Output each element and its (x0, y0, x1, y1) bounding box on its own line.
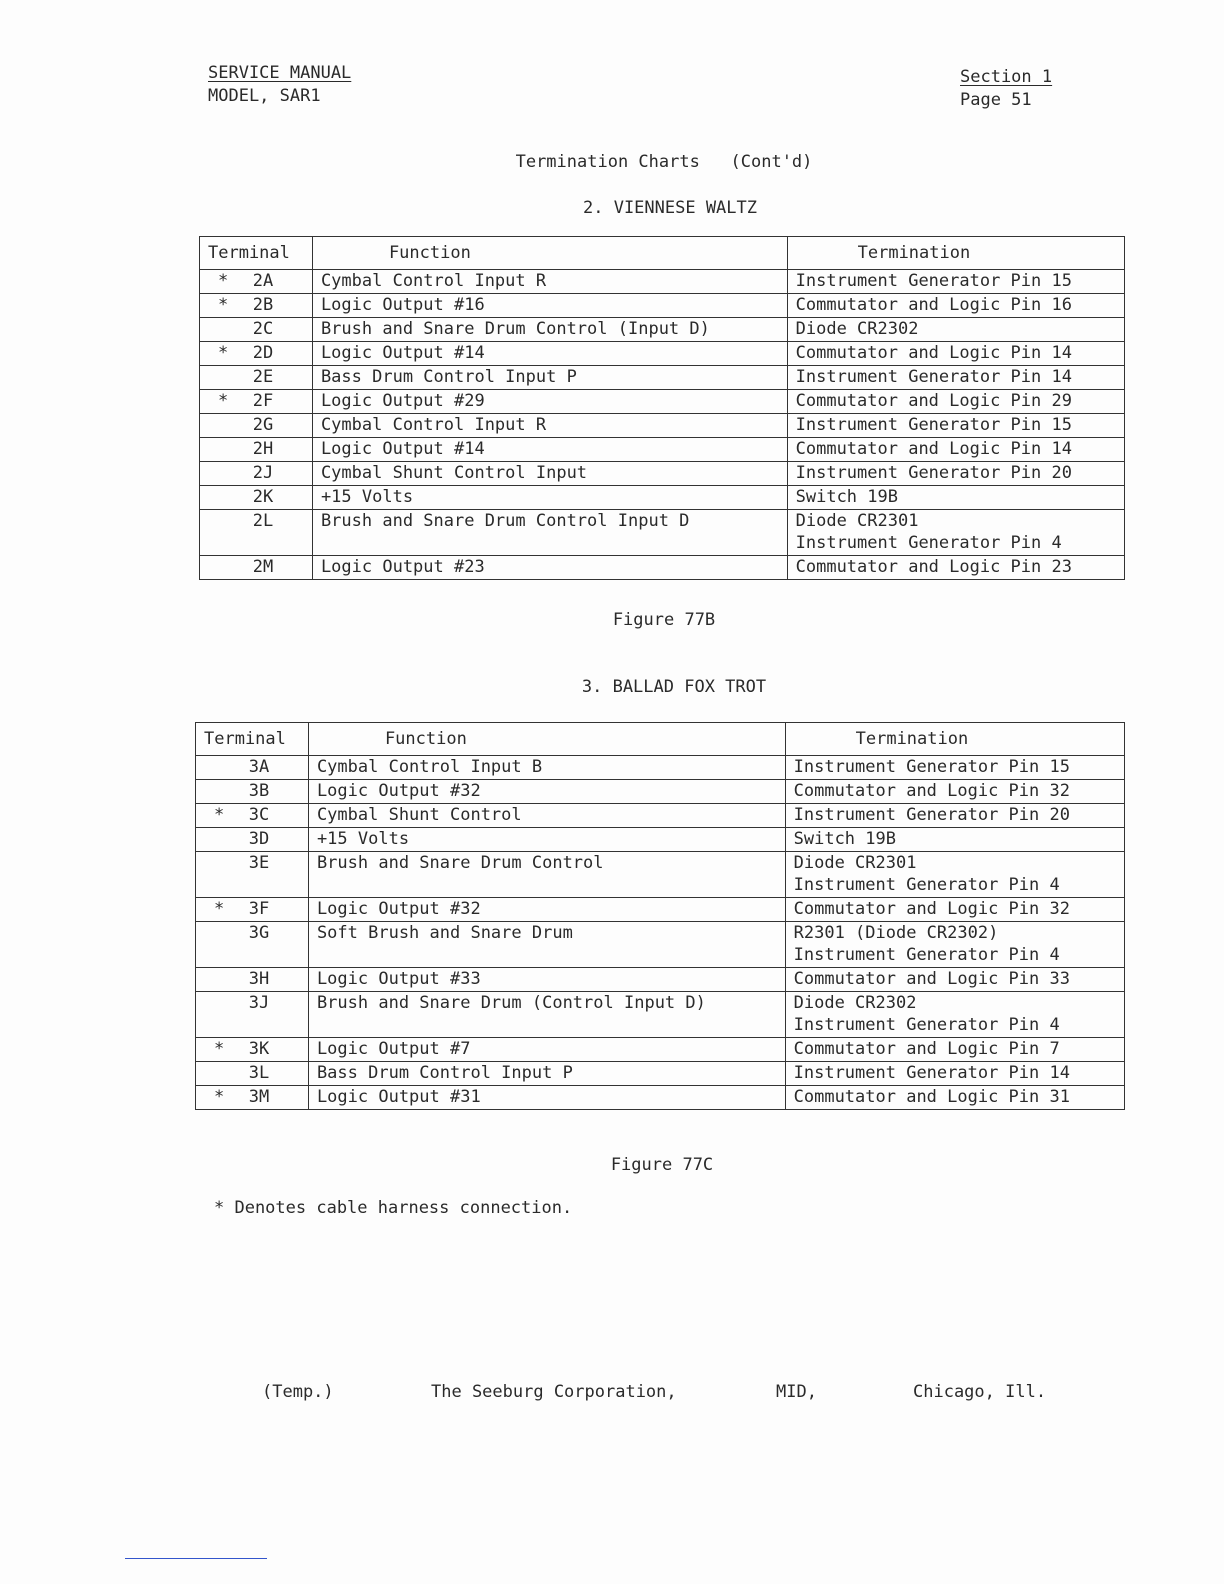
termination-cell (787, 414, 1124, 438)
termination-cell (787, 462, 1124, 486)
page-number: Page 51 (960, 90, 1032, 110)
terminal-code: 3L (248, 1063, 270, 1083)
terminal-cell (200, 414, 313, 438)
table-row (196, 992, 1125, 1038)
termination-cell (785, 1038, 1124, 1062)
figure-caption-77b: Figure 77B (612, 610, 716, 630)
terminal-code: 2L (252, 511, 274, 531)
termination-cell (787, 270, 1124, 294)
terminal-cell (200, 294, 313, 318)
termination-line: Instrument Generator Pin 4 (793, 945, 1060, 965)
termination-cell (787, 318, 1124, 342)
terminal-code: 3A (248, 757, 270, 777)
termination-line: Instrument Generator Pin 20 (795, 463, 1072, 483)
terminal-cell (200, 510, 313, 556)
table-row (200, 270, 1125, 294)
terminal-cell (196, 898, 309, 922)
termination-cell (787, 486, 1124, 510)
function-cell: Bass Drum Control Input P (312, 366, 787, 390)
function-cell: Logic Output #23 (312, 556, 787, 580)
table-row (200, 486, 1125, 510)
footer-temp: (Temp.) (262, 1382, 334, 1402)
terminal-cell (196, 756, 309, 780)
section-heading-ballad-fox-trot: 3. BALLAD FOX TROT (581, 677, 767, 697)
terminal-cell (196, 828, 309, 852)
termination-cell (785, 1086, 1124, 1110)
table-row (200, 414, 1125, 438)
termination-cell (785, 1062, 1124, 1086)
section-label: Section 1 (960, 67, 1053, 87)
termination-line: Instrument Generator Pin 15 (793, 757, 1070, 777)
terminal-code: 2A (252, 271, 274, 291)
table-row (200, 390, 1125, 414)
table-row (200, 556, 1125, 580)
termination-line: Diode CR2301 (795, 511, 919, 531)
function-cell: Logic Output #32 (308, 898, 785, 922)
footer-city: Chicago, Ill. (913, 1382, 1047, 1402)
table-row (200, 294, 1125, 318)
termination-line: Diode CR2301 (793, 853, 917, 873)
termination-cell (787, 438, 1124, 462)
terminal-code: 3E (248, 853, 270, 873)
harness-marker: * (218, 295, 229, 315)
termination-line: Commutator and Logic Pin 32 (793, 781, 1070, 801)
terminal-cell (200, 318, 313, 342)
function-cell: Soft Brush and Snare Drum (308, 922, 785, 968)
section-heading-viennese-waltz: 2. VIENNESE WALTZ (583, 198, 757, 218)
footer-dept: MID, (776, 1382, 817, 1402)
terminal-cell (200, 270, 313, 294)
terminal-cell (196, 992, 309, 1038)
termination-cell (785, 992, 1124, 1038)
figure-caption-77c: Figure 77C (610, 1155, 714, 1175)
page-title: Termination Charts (Cont'd) (515, 152, 813, 172)
column-header-terminal: Terminal (196, 723, 309, 756)
termination-line: Commutator and Logic Pin 14 (795, 343, 1072, 363)
table-row (196, 780, 1125, 804)
termination-line: Diode CR2302 (795, 319, 919, 339)
footer-company: The Seeburg Corporation, (431, 1382, 677, 1402)
terminal-cell (196, 780, 309, 804)
terminal-code: 3C (248, 805, 270, 825)
termination-line: Commutator and Logic Pin 23 (795, 557, 1072, 577)
bottom-rule (125, 1558, 267, 1559)
table-row (196, 804, 1125, 828)
termination-cell (785, 922, 1124, 968)
termination-cell (787, 390, 1124, 414)
terminal-cell (200, 556, 313, 580)
termination-cell (785, 828, 1124, 852)
table-row (196, 828, 1125, 852)
termination-line: Commutator and Logic Pin 33 (793, 969, 1070, 989)
termination-line: Commutator and Logic Pin 32 (793, 899, 1070, 919)
harness-marker: * (214, 805, 225, 825)
terminal-cell (200, 486, 313, 510)
termination-cell (785, 852, 1124, 898)
table-row (196, 898, 1125, 922)
terminal-cell (196, 968, 309, 992)
terminal-code: 2H (252, 439, 274, 459)
column-header-function: Function (312, 237, 787, 270)
function-cell: Logic Output #14 (312, 438, 787, 462)
terminal-cell (200, 390, 313, 414)
function-cell: Brush and Snare Drum Control (Input D) (312, 318, 787, 342)
manual-title: SERVICE MANUAL (208, 63, 352, 83)
terminal-code: 3G (248, 923, 270, 943)
table-row (196, 1038, 1125, 1062)
function-cell: Logic Output #32 (308, 780, 785, 804)
terminal-cell (196, 1086, 309, 1110)
harness-marker: * (214, 1087, 225, 1107)
terminal-code: 3K (248, 1039, 270, 1059)
terminal-code: 2B (252, 295, 274, 315)
harness-marker: * (218, 343, 229, 363)
function-cell: Logic Output #14 (312, 342, 787, 366)
function-cell: Cymbal Control Input R (312, 414, 787, 438)
termination-line: Diode CR2302 (793, 993, 917, 1013)
ballad-fox-trot-table (195, 722, 1125, 1110)
termination-line: Instrument Generator Pin 4 (793, 1015, 1060, 1035)
terminal-cell (196, 852, 309, 898)
terminal-code: 3H (248, 969, 270, 989)
table-row (196, 852, 1125, 898)
table-row (196, 968, 1125, 992)
termination-cell (785, 804, 1124, 828)
termination-cell (785, 780, 1124, 804)
terminal-cell (200, 366, 313, 390)
function-cell: +15 Volts (312, 486, 787, 510)
terminal-cell (196, 1062, 309, 1086)
function-cell: Brush and Snare Drum (Control Input D) (308, 992, 785, 1038)
table-row (200, 342, 1125, 366)
terminal-code: 2G (252, 415, 274, 435)
terminal-cell (196, 922, 309, 968)
terminal-cell (200, 342, 313, 366)
termination-line: Instrument Generator Pin 15 (795, 271, 1072, 291)
function-cell: Cymbal Shunt Control (308, 804, 785, 828)
termination-cell (787, 294, 1124, 318)
harness-marker: * (218, 271, 229, 291)
termination-line: Commutator and Logic Pin 16 (795, 295, 1072, 315)
table-row (200, 510, 1125, 556)
function-cell: Logic Output #29 (312, 390, 787, 414)
termination-line: Instrument Generator Pin 14 (793, 1063, 1070, 1083)
table-row (200, 438, 1125, 462)
termination-cell (785, 898, 1124, 922)
function-cell: Brush and Snare Drum Control Input D (312, 510, 787, 556)
function-cell: Logic Output #7 (308, 1038, 785, 1062)
termination-line: Instrument Generator Pin 4 (795, 533, 1062, 553)
column-header-function: Function (308, 723, 785, 756)
termination-line: Commutator and Logic Pin 7 (793, 1039, 1060, 1059)
function-cell: Cymbal Control Input B (308, 756, 785, 780)
terminal-code: 3F (248, 899, 270, 919)
termination-line: Instrument Generator Pin 14 (795, 367, 1072, 387)
footnote: * Denotes cable harness connection. (214, 1198, 573, 1218)
function-cell: Bass Drum Control Input P (308, 1062, 785, 1086)
termination-line: Instrument Generator Pin 4 (793, 875, 1060, 895)
column-header-termination: Termination (787, 237, 1124, 270)
termination-cell (785, 968, 1124, 992)
terminal-code: 2J (252, 463, 274, 483)
terminal-cell (200, 462, 313, 486)
table-row (200, 462, 1125, 486)
termination-cell (785, 756, 1124, 780)
terminal-code: 2F (252, 391, 274, 411)
terminal-cell (200, 438, 313, 462)
terminal-code: 3D (248, 829, 270, 849)
table-row (196, 756, 1125, 780)
table-row (200, 318, 1125, 342)
termination-cell (787, 510, 1124, 556)
termination-line: Switch 19B (793, 829, 896, 849)
terminal-code: 2C (252, 319, 274, 339)
termination-line: Commutator and Logic Pin 31 (793, 1087, 1070, 1107)
termination-line: Commutator and Logic Pin 29 (795, 391, 1072, 411)
termination-line: R2301 (Diode CR2302) (793, 923, 999, 943)
harness-marker: * (218, 391, 229, 411)
terminal-code: 3M (248, 1087, 270, 1107)
termination-cell (787, 556, 1124, 580)
function-cell: Logic Output #31 (308, 1086, 785, 1110)
function-cell: Brush and Snare Drum Control (308, 852, 785, 898)
harness-marker: * (214, 899, 225, 919)
function-cell: Logic Output #33 (308, 968, 785, 992)
terminal-cell (196, 1038, 309, 1062)
column-header-termination: Termination (785, 723, 1124, 756)
table-row (196, 1062, 1125, 1086)
table-row (200, 366, 1125, 390)
function-cell: +15 Volts (308, 828, 785, 852)
terminal-code: 2E (252, 367, 274, 387)
terminal-code: 3B (248, 781, 270, 801)
viennese-waltz-table (199, 236, 1125, 580)
terminal-code: 3J (248, 993, 270, 1013)
model-label: MODEL, SAR1 (208, 86, 321, 106)
termination-line: Instrument Generator Pin 20 (793, 805, 1070, 825)
table-row (196, 1086, 1125, 1110)
function-cell: Cymbal Control Input R (312, 270, 787, 294)
terminal-code: 2K (252, 487, 274, 507)
column-header-terminal: Terminal (200, 237, 313, 270)
terminal-code: 2M (252, 557, 274, 577)
termination-line: Instrument Generator Pin 15 (795, 415, 1072, 435)
table-row (196, 922, 1125, 968)
termination-cell (787, 342, 1124, 366)
function-cell: Logic Output #16 (312, 294, 787, 318)
harness-marker: * (214, 1039, 225, 1059)
termination-line: Switch 19B (795, 487, 898, 507)
terminal-code: 2D (252, 343, 274, 363)
termination-cell (787, 366, 1124, 390)
termination-line: Commutator and Logic Pin 14 (795, 439, 1072, 459)
terminal-cell (196, 804, 309, 828)
function-cell: Cymbal Shunt Control Input (312, 462, 787, 486)
